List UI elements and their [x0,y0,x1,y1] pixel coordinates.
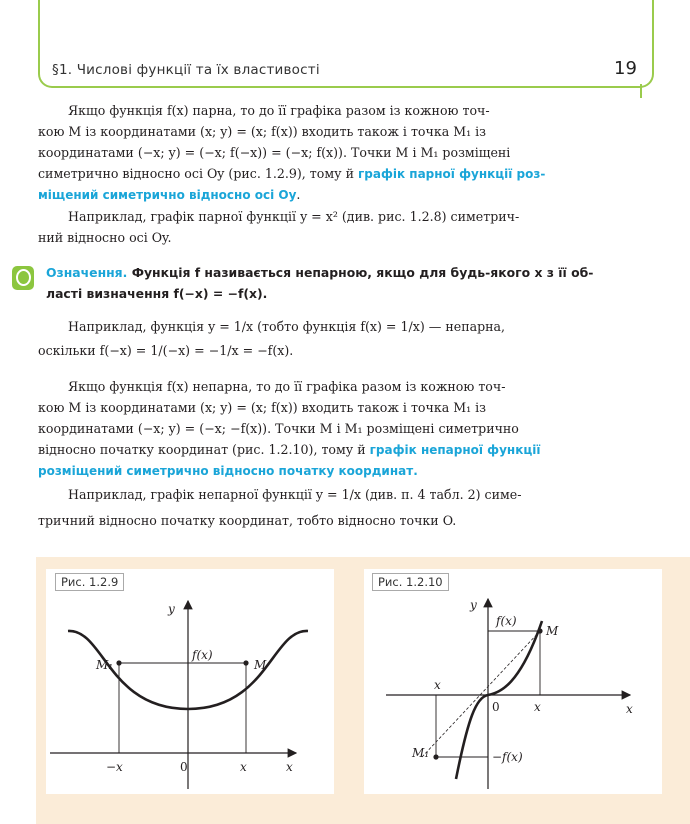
figure-label: Рис. 1.2.9 [55,573,124,591]
text-line: Якщо функція f(x) парна, то до її графіка разом із кожною точ- [68,103,490,118]
paragraph-odd-function [38,376,616,481]
text-line [38,184,616,205]
origin-label: 0 [180,760,188,774]
y-axis-label: y [470,598,477,612]
tick-neg-x: −x [106,760,123,774]
figure-even [46,569,334,794]
text-line: Наприклад, функція y = 1/x (тобто функція f(x) = 1/x) — непарна, [68,319,506,334]
figure-odd [364,569,662,794]
origin-label: 0 [492,700,500,714]
highlight-text: міщений симетрично відносно осі Oy [38,188,297,202]
text-line: Наприклад, графік парної функції y = x² (див. рис. 1.2.8) симетрич- [68,209,520,224]
label-left-x: x [434,678,441,692]
even-function-graph [46,569,334,794]
definition-icon [12,266,34,290]
text-line: Якщо функція f(x) непарна, то до її графіка разом із кожною точ- [68,379,506,394]
paragraph-example-odd-2 [38,484,616,531]
figures-panel [36,557,690,824]
highlight-text: розміщений симетрично відносно початку координат. [38,464,418,478]
text-line: координатами (−x; y) = (−x; f(−x)) = (−x; f(x)). Точки M і M₁ розміщені [38,145,511,160]
highlight-text: графік парної функції роз- [357,167,546,181]
page-number: 19 [614,58,637,79]
x-axis-label: x [626,702,633,716]
text-line: ласті визначення f(−x) = −f(x). [46,286,268,301]
odd-function-graph [364,569,662,794]
tick-x: x [534,700,541,714]
paragraph-even-function [38,100,616,205]
point-m1 [116,660,121,665]
text-line [46,262,618,283]
frame-hook [640,84,654,98]
text-fragment: . [296,187,301,202]
text-fragment: симетрично відносно осі Oy (рис. 1.2.9), тому й [38,166,354,181]
label-fx: f(x) [192,648,213,662]
text-line [38,460,616,481]
label-m: M [546,624,559,638]
label-fx: f(x) [496,614,517,628]
point-m [537,628,542,633]
y-axis-label: y [168,602,175,616]
text-fragment: Функція f називається непарною, якщо для будь-якого x з її об- [131,265,594,280]
label-m: M [254,658,267,672]
text-line: тричний відносно початку координат, тобто відносно точки O. [38,513,457,528]
label-m1: M₁ [412,746,430,760]
text-line: ний відносно осі Oy. [38,230,172,245]
text-line: кою M із координатами (x; y) = (x; f(x)) входить також і точка M₁ із [38,124,487,139]
text-line: кою M із координатами (x; y) = (x; f(x)) входить також і точка M₁ із [38,400,487,415]
running-head: §1. Числові функції та їх властивості [52,62,320,78]
x-axis-label: x [286,760,293,774]
tick-x: x [240,760,247,774]
text-line: Наприклад, графік непарної функції y = 1/x (див. п. 4 табл. 2) симе- [68,487,522,502]
definition-block [46,262,618,304]
definition-label: Означення. [46,265,128,280]
symmetry-dashed-line [422,631,540,757]
point-m1 [433,754,438,759]
label-m1: M₁ [96,658,114,672]
figure-label: Рис. 1.2.10 [372,573,449,591]
text-line [38,439,616,460]
text-line [38,163,616,184]
label-neg-fx: −f(x) [492,750,523,764]
text-line: оскільки f(−x) = 1/(−x) = −1/x = −f(x). [38,343,294,358]
point-m [243,660,248,665]
paragraph-example-odd [38,316,616,364]
text-line: координатами (−x; y) = (−x; −f(x)). Точки M і M₁ розміщені симетрично [38,421,519,436]
highlight-text: графік непарної функції [369,443,541,457]
paragraph-example-even [38,206,616,248]
text-fragment: відносно початку координат (рис. 1.2.10), тому й [38,442,366,457]
